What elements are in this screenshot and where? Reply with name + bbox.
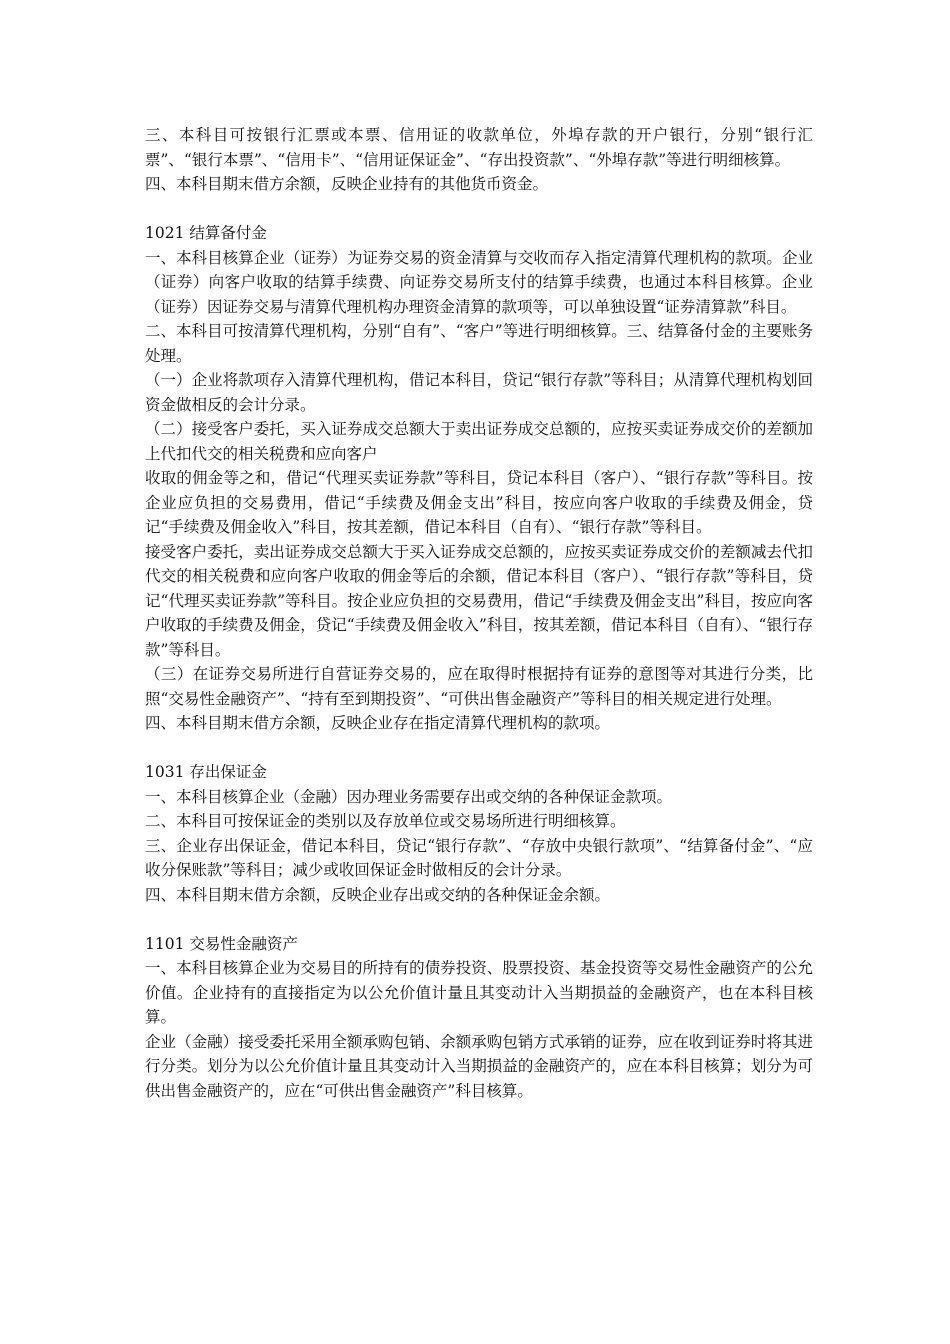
paragraph: 三、企业存出保证金，借记本科目，贷记“银行存款”、“存放中央银行款项”、“结算备付金”、“应收分保账款”等科目；减少或收回保证金时做相反的会计分录。 xyxy=(145,836,813,879)
paragraph: （一）企业将款项存入清算代理机构，借记本科目，贷记“银行存款”等科目；从清算代理机构划回资金做相反的会计分录。 xyxy=(145,371,813,414)
paragraph: （三）在证券交易所进行自营证券交易的，应在取得时根据持有证券的意图等对其进行分类，比照“交易性金融资产”、“持有至到期投资”、“可供出售金融资产”等科目的相关规定进行处理。 xyxy=(145,665,813,708)
section-heading: 1031 存出保证金 xyxy=(145,763,267,781)
section-trading-financial-assets xyxy=(145,932,813,1104)
section-settlement-reserve xyxy=(145,221,813,736)
paragraph: 收取的佣金等之和，借记“代理买卖证券款”等科目，贷记本科目（客户）、“银行存款”等科目。按企业应负担的交易费用，借记“手续费及佣金支出”科目，按应向客户收取的手续费及佣金，贷记“手续费及佣金收入”科目，按其差额，借记本科目（自有）、“银行存款”等科目。 xyxy=(145,469,813,536)
paragraph: 二、本科目可按保证金的类别以及存放单位或交易场所进行明细核算。 xyxy=(145,812,626,830)
document-page xyxy=(145,123,813,1103)
section-heading: 1021 结算备付金 xyxy=(145,224,267,242)
section-heading: 1101 交易性金融资产 xyxy=(145,934,298,953)
paragraph: 四、本科目期末借方余额，反映企业持有的其他货币资金。 xyxy=(145,175,549,193)
paragraph: 接受客户委托，卖出证券成交总额大于买入证券成交总额的，应按买卖证券成交价的差额减去代扣代交的相关税费和应向客户收取的佣金等后的余额，借记本科目（客户）、“银行存款”等科目，贷记“代理买卖证券款”等科目。按企业应负担的交易费用，借记“手续费及佣金支出”科目，按应向客户收取的手续费及佣金，贷记“手续费及佣金收入”科目，按其差额，借记本科目（自有）、“银行存款”等科目。 xyxy=(145,542,813,659)
paragraph: （二）接受客户委托，买入证券成交总额大于卖出证券成交总额的，应按买卖证券成交价的差额加上代扣代交的相关税费和应向客户 xyxy=(145,420,813,463)
section-other-monetary-funds xyxy=(145,123,813,197)
paragraph: 一、本科目核算企业为交易目的所持有的债券投资、股票投资、基金投资等交易性金融资产的公允价值。企业持有的直接指定为以公允价值计量且其变动计入当期损益的金融资产，也在本科目核算。 xyxy=(145,959,813,1026)
paragraph: 四、本科目期末借方余额，反映企业存出或交纳的各种保证金余额。 xyxy=(145,885,611,904)
paragraph: 二、本科目可按清算代理机构，分别“自有”、“客户”等进行明细核算。三、结算备付金的主要账务处理。 xyxy=(145,322,813,365)
paragraph: 三、本科目可按银行汇票或本票、信用证的收款单位，外埠存款的开户银行，分别“银行汇票”、“银行本票”、“信用卡”、“信用证保证金”、“存出投资款”、“外埠存款”等进行明细核算。 xyxy=(145,126,813,169)
section-refundable-deposits xyxy=(145,760,813,907)
paragraph: 一、本科目核算企业（证券）为证券交易的资金清算与交收而存入指定清算代理机构的款项。企业（证券）向客户收取的结算手续费、向证券交易所支付的结算手续费，也通过本科目核算。企业（证券）因证券交易与清算代理机构办理资金清算的款项等，可以单独设置“证券清算款”科目。 xyxy=(145,248,813,316)
paragraph: 一、本科目核算企业（金融）因办理业务需要存出或交纳的各种保证金款项。 xyxy=(145,787,673,806)
paragraph: 企业（金融）接受委托采用全额承购包销、余额承购包销方式承销的证券，应在收到证券时将其进行分类。划分为以公允价值计量且其变动计入当期损益的金融资产的，应在本科目核算；划分为可供出售金融资产的，应在“可供出售金融资产”科目核算。 xyxy=(145,1032,813,1100)
paragraph: 四、本科目期末借方余额，反映企业存在指定清算代理机构的款项。 xyxy=(145,714,611,732)
